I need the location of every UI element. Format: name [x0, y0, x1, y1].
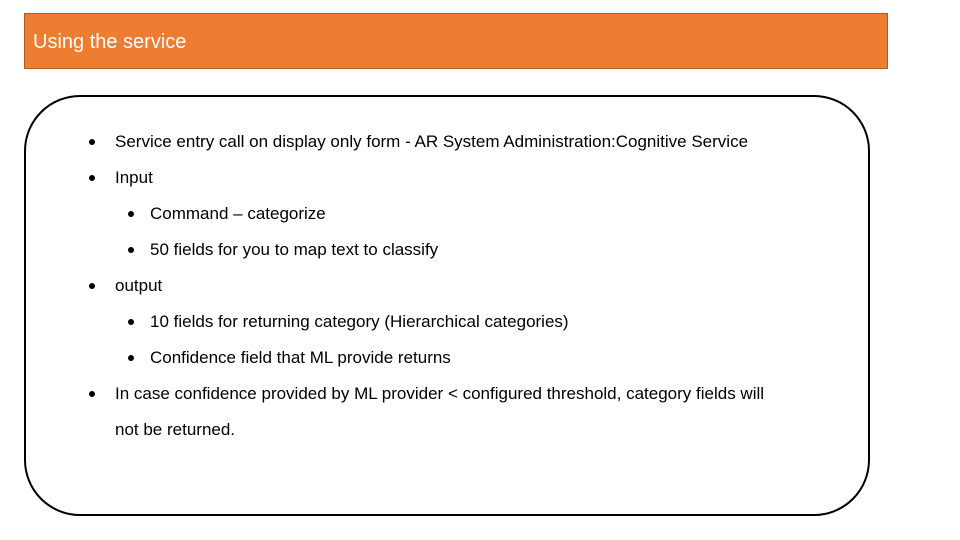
bullet-text: 10 fields for returning category (Hierarchical categories)	[150, 312, 569, 331]
bullet-dot	[89, 391, 95, 397]
bullet-text: Command – categorize	[150, 204, 326, 223]
bullet-dot	[89, 139, 95, 145]
bullet-dot	[89, 175, 95, 181]
bullet-text: Input	[115, 168, 153, 187]
bullet-dot	[128, 247, 134, 253]
bullet-text-line-2: not be returned.	[115, 420, 236, 439]
bullet-dot	[128, 319, 134, 325]
bullet-text: output	[115, 276, 163, 295]
bullet-text: 50 fields for you to map text to classify	[150, 240, 439, 259]
slide-title: Using the service	[33, 31, 187, 53]
bullet-text: Service entry call on display only form - AR System Administration:Cognitive Service	[115, 132, 749, 151]
content-box	[24, 95, 870, 516]
title-bar	[24, 13, 888, 69]
bullet-dot	[89, 283, 95, 289]
bullet-dot	[128, 211, 134, 217]
bullet-text-line-1: In case confidence provided by ML provider < configured threshold, category fields will	[115, 384, 765, 403]
bullet-dot	[128, 355, 134, 361]
bullet-text: Confidence field that ML provide returns	[150, 348, 451, 367]
